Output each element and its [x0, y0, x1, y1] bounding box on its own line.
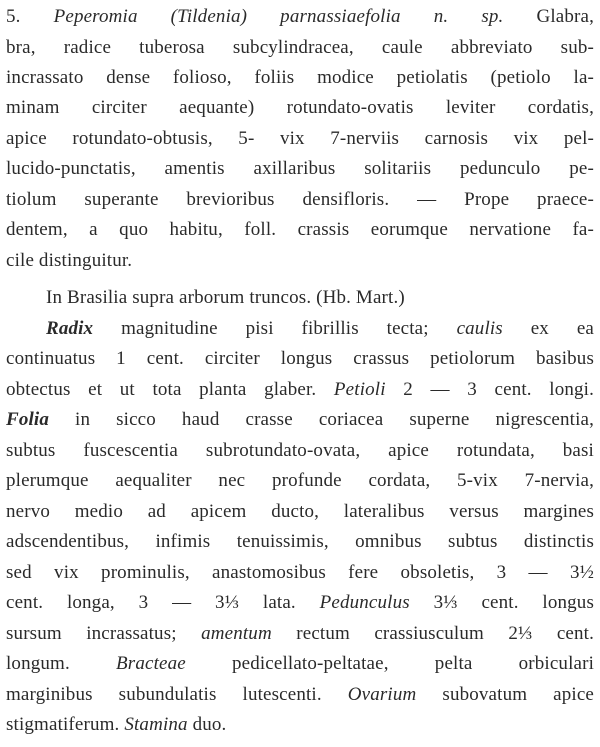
text-line [6, 710, 594, 740]
text-run: 2 — 3 cent. longi. [385, 379, 594, 400]
text-line [46, 314, 594, 344]
text-run: bra, radice tuberosa subcylindracea, caule abbreviato sub- [6, 37, 594, 58]
term-stamina: Stamina [124, 714, 188, 735]
species-number: 5. [6, 6, 54, 27]
term-radix: Radix [46, 318, 94, 339]
text-line [6, 375, 594, 405]
text-run: dentem, a quo habitu, foll. crassis eorumque nervatione fa- [6, 219, 594, 240]
text-run: cent. longa, 3 — 3⅓ lata. [6, 592, 320, 613]
text-run: longum. [6, 653, 117, 674]
text-line [6, 93, 594, 123]
text-line [6, 588, 594, 618]
text-line [6, 497, 594, 527]
term-ovarium: Ovarium [347, 684, 417, 705]
text-run: rectum crassiusculum 2⅓ cent. [271, 623, 594, 644]
text-line [6, 649, 594, 679]
text-line [6, 558, 594, 588]
text-run: lucido-punctatis, amentis axillaribus solitariis pedunculo pe- [6, 158, 594, 179]
term-petioli: Petioli [333, 379, 386, 400]
locality-line [46, 283, 516, 313]
species-name: Peperomia (Tildenia) parnassiaefolia n. sp. [53, 6, 504, 27]
text-line [6, 185, 594, 215]
text-line [6, 436, 594, 466]
term-bracteae: Bracteae [116, 653, 186, 674]
text-line [6, 344, 594, 374]
text-run: tiolum superante brevioribus densifloris. — Prope praece- [6, 189, 594, 210]
text-run: plerumque aequaliter nec profunde cordata, 5-vix 7-nervia, [6, 470, 594, 491]
term-pedunculus: Pedunculus [319, 592, 410, 613]
text-run: in sicco haud crasse coriacea superne nigrescentia, [48, 409, 594, 430]
text-run: Glabra, [503, 6, 594, 27]
text-run: cile distinguitur. [6, 250, 133, 271]
text-line [6, 246, 594, 276]
text-run: minam circiter aequante) rotundato-ovatis leviter cordatis, [6, 97, 594, 118]
text-run: adscendentibus, infimis tenuissimis, omnibus subtus distinctis [6, 531, 594, 552]
text-line [6, 215, 594, 245]
text-line [6, 619, 594, 649]
text-run: obtectus et ut tota planta glaber. [6, 379, 334, 400]
text-line [6, 2, 594, 32]
text-run: duo. [187, 714, 227, 735]
text-run: subtus fuscescentia subrotundato-ovata, apice rotundata, basi [6, 440, 594, 461]
text-line [6, 33, 594, 63]
text-run: subovatum apice [416, 684, 594, 705]
term-caulis: caulis [456, 318, 503, 339]
text-run: stigmatiferum. [6, 714, 125, 735]
term-folia: Folia [6, 409, 49, 430]
text-run: ex ea [502, 318, 594, 339]
text-run: magnitudine pisi fibrillis tecta; [93, 318, 457, 339]
text-run: continuatus 1 cent. circiter longus crassus petiolorum basibus [6, 348, 594, 369]
text-run: incrassato dense folioso, foliis modice petiolatis (petiolo la- [6, 67, 594, 88]
text-line [6, 63, 594, 93]
text-run: pedicellato-peltatae, pelta orbiculari [185, 653, 594, 674]
text-run: sursum incrassatus; [6, 623, 202, 644]
text-line [6, 405, 594, 435]
term-amentum: amentum [201, 623, 272, 644]
text-line [6, 154, 594, 184]
text-run: apice rotundato-obtusis, 5- vix 7-nerviis carnosis vix pel- [6, 128, 594, 149]
text-line [6, 527, 594, 557]
text-line [6, 124, 594, 154]
text-run: sed vix prominulis, anastomosibus fere obsoletis, 3 — 3½ [6, 562, 594, 583]
text-run: In Brasilia supra arborum truncos. (Hb. Mart.) [46, 287, 405, 308]
text-line [6, 680, 594, 710]
text-run: 3⅓ cent. longus [409, 592, 594, 613]
text-line [6, 466, 594, 496]
text-run: marginibus subundulatis lutescenti. [6, 684, 348, 705]
text-run: nervo medio ad apicem ducto, lateralibus versus margines [6, 501, 594, 522]
